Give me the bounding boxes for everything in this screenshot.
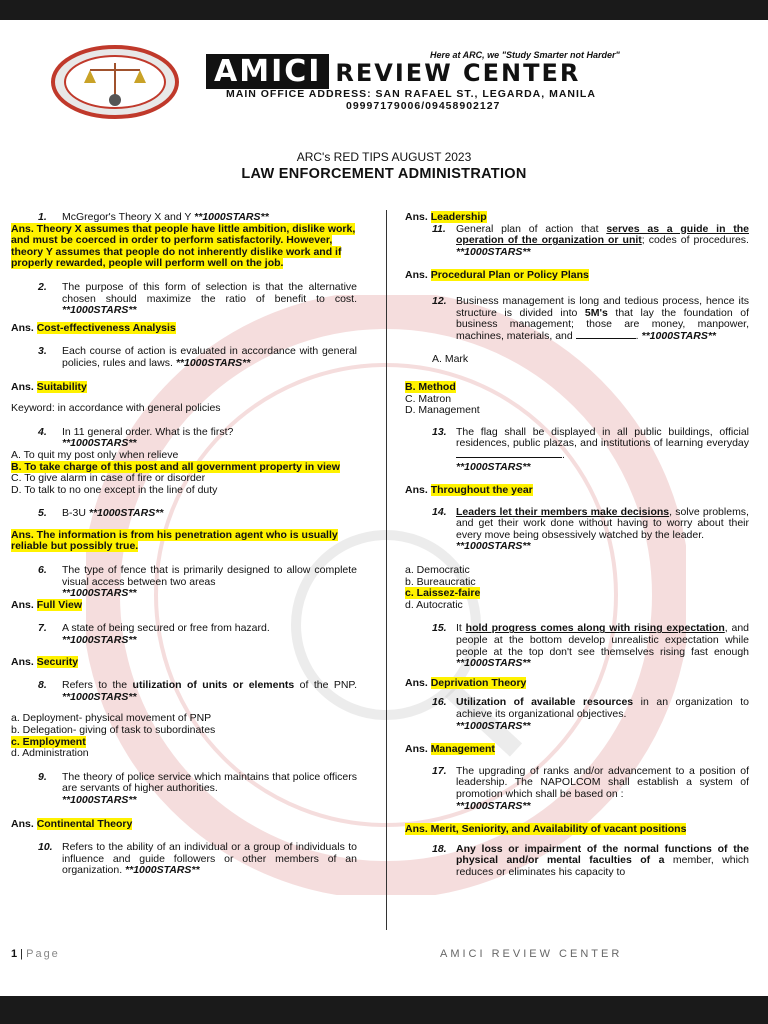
answer-15: Ans. Deprivation Theory (405, 676, 527, 689)
question-17: 17. The upgrading of ranks and/or advancement to a position of leadership. The NAPOLCOM shall establish a system of promotion which shall be based on : **1000STARS** (432, 764, 749, 812)
slogan: Here at ARC, we "Study Smarter not Harder" (430, 50, 620, 60)
q8-option-b: b. Delegation- giving of task to subordinates (11, 724, 216, 736)
office-phone: 09997179006/09458902127 (346, 100, 501, 112)
q4-option-d: D. To talk to no one except in the line of duty (11, 483, 218, 496)
question-4: 4. In 11 general order. What is the first? **1000STARS** (38, 425, 234, 450)
question-15: 15. It hold progress comes along with rising expectation, and people at the bottom develop unrealistic expectation while people at the top don't see themselves rising fast enough **1000STARS** (432, 622, 750, 670)
q14-option-d: d. Autocratic (405, 598, 463, 611)
answer-1: Ans. Theory X assumes that people have little ambition, dislike work, and must be coerced in order to perform satisfactorily. However, theory Y assumes that people do not inherently dislike work and if properly rewarded, people will perform well on the job. (11, 222, 356, 270)
top-dark-bar (0, 0, 768, 20)
question-1: 1. McGregor's Theory X and Y **1000STARS** (38, 211, 269, 223)
q14-option-a: a. Democratic (405, 564, 470, 577)
q14-option-c: c. Laissez-faire (405, 587, 481, 600)
brand-name (206, 54, 580, 89)
document-subtitle: ARC's RED TIPS AUGUST 2023 (296, 150, 472, 164)
answer-9: Ans. Continental Theory (11, 817, 133, 830)
q4-option-c: C. To give alarm in case of fire or disorder (11, 472, 206, 485)
left-column (11, 212, 357, 877)
question-6: 6. The type of fence that is primarily designed to allow complete visual access between two areas **1000STARS** (38, 564, 357, 600)
answer-17: Ans. Merit, Seniority, and Availability of vacant positions (405, 823, 687, 836)
question-3: 3. Each course of action is evaluated in accordance with general policies, rules and laws. **1000STARS** (38, 345, 357, 369)
answer-11: Ans. Procedural Plan or Policy Plans (405, 269, 589, 282)
page-number: 1 | Page (11, 948, 60, 960)
question-5: 5. B-3U **1000STARS** (38, 507, 164, 520)
question-7: 7. A state of being secured or free from hazard. **1000STARS** (38, 622, 270, 647)
question-8: 8. Refers to the utilization of units or elements of the PNP. **1000STARS** (38, 679, 357, 703)
question-16: 16. Utilization of available resources in an organization to achieve its organizational objectives. **1000STARS** (432, 696, 749, 732)
brand-review-center: REVIEW CENTER (335, 59, 581, 87)
column-divider (386, 210, 387, 930)
answer-16: Ans. Management (405, 743, 495, 756)
document-header (40, 40, 730, 118)
answer-6: Ans. Full View (11, 598, 83, 611)
question-13: 13. The flag shall be displayed in all public buildings, official residences, public plazas, and institutions of learning everyday . **1000STARS** (432, 425, 749, 473)
answer-2: Ans. Cost-effectiveness Analysis (11, 321, 176, 334)
answer-5: Ans. The information is from his penetration agent who is usually reliable but possibly true. (11, 528, 338, 553)
brand-amici: AMICI (206, 54, 329, 89)
review-center-seal-logo (50, 45, 180, 120)
q12-option-a: A. Mark (432, 353, 469, 366)
q4-option-b: B. To take charge of this post and all government property in view (11, 460, 340, 473)
q8-option-c: c. Employment (11, 735, 86, 748)
answer-7: Ans. Security (11, 655, 79, 668)
document-title: LAW ENFORCEMENT ADMINISTRATION (241, 166, 527, 182)
question-2: 2. The purpose of this form of selection is that the alternative chosen should maximize the ratio of benefit to cost. **1000STARS** (38, 280, 357, 317)
q4-option-a: A. To quit my post only when relieve (11, 448, 179, 461)
question-18: 18. Any loss or impairment of the normal functions of the physical and/or mental faculties of a member, which reduces or eliminates his capacity to (432, 842, 750, 878)
right-column (405, 212, 749, 879)
answer-10: Ans. Leadership (405, 211, 487, 223)
keyword-note: Keyword: in accordance with general policies (11, 402, 221, 415)
q12-option-c: C. Matron (405, 392, 452, 405)
answer-13: Ans. Throughout the year (405, 484, 533, 497)
question-11: 11. General plan of action that serves as a guide in the operation of the organization or unit; codes of procedures. **1000STARS** (432, 222, 749, 258)
question-9: 9. The theory of police service which maintains that police officers are servants of higher authorities. **1000STARS** (38, 770, 357, 806)
q12-option-d: D. Management (405, 404, 480, 417)
bottom-dark-bar (0, 996, 768, 1024)
question-14: 14. Leaders let their members make decisions, solve problems, and get their work done without having to worry about their every move being obsessively watched by the leader. **1000STARS** (432, 505, 749, 553)
q12-option-b: B. Method (405, 380, 456, 393)
question-10: 10. Refers to the ability of an individual or a group of individuals to influence and guide followers or other members of an organization. **1000STARS** (38, 841, 357, 877)
q14-option-b: b. Bureaucratic (405, 575, 476, 588)
footer-brand: AMICI REVIEW CENTER (440, 948, 623, 960)
office-address: MAIN OFFICE ADDRESS: SAN RAFAEL ST., LEGARDA, MANILA (226, 88, 596, 100)
answer-3: Ans. Suitability (11, 380, 87, 393)
q8-option-a: a. Deployment- physical movement of PNP (11, 712, 212, 725)
q8-option-d: d. Administration (11, 747, 89, 760)
question-12: 12. Business management is long and tedious process, hence its structure is divided into 5M's that lay the foundation of business management; those are money, manpower, machines, materials, and . **1000STARS** (432, 294, 750, 342)
